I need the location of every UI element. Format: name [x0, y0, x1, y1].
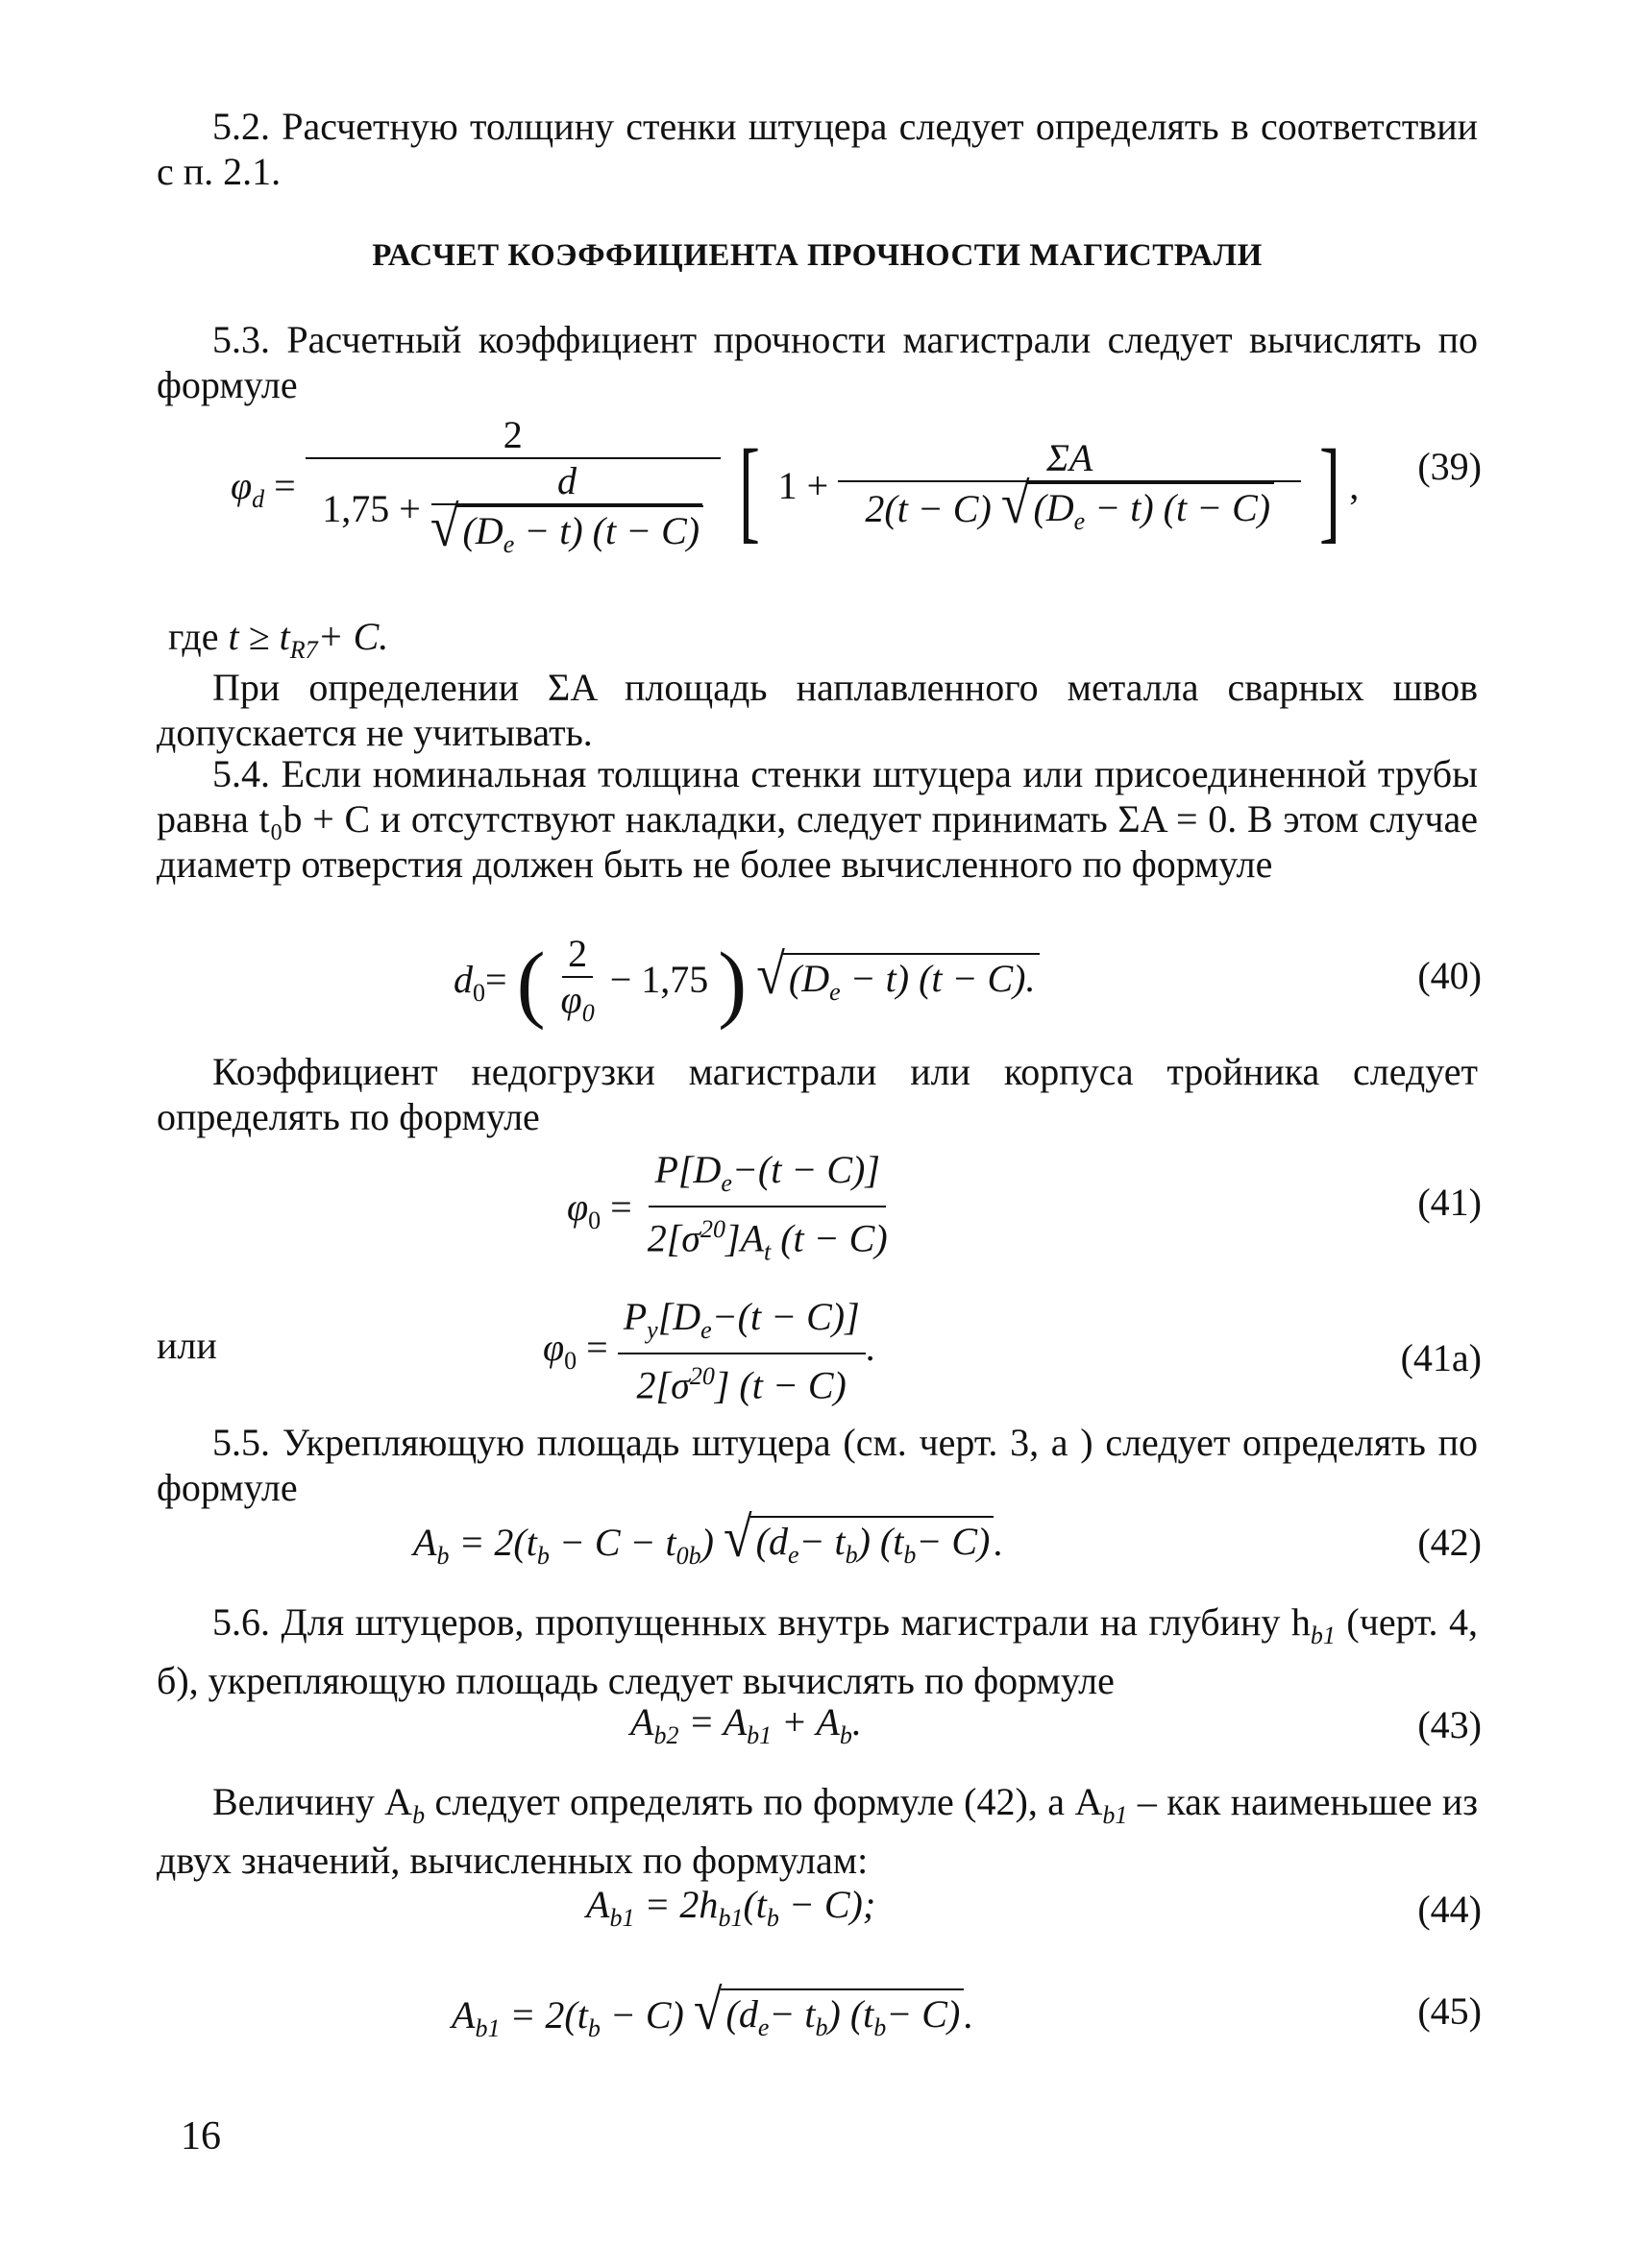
- eq44-mid: = 2h: [634, 1883, 719, 1926]
- eq41-fraction: [642, 1148, 894, 1274]
- eq39-sum-den: [859, 472, 1280, 544]
- eq44-a-sub: b1: [609, 1904, 635, 1932]
- eq42-radicand-sub3: b: [903, 1541, 917, 1569]
- eq41-den-sub: t: [764, 1237, 772, 1266]
- eq40-left-paren: (: [516, 936, 546, 1031]
- eq41-lhs-sub: 0: [588, 1206, 602, 1234]
- p-val-sub: b: [412, 1801, 426, 1829]
- eq42-radicand-a: (d: [755, 1520, 788, 1563]
- eq42-radicand-end: − C): [916, 1520, 991, 1563]
- eq40-minus: − 1,75: [609, 958, 709, 1002]
- eq41-den-sup: 20: [700, 1215, 725, 1243]
- eq42-mid2: − C − t: [549, 1521, 676, 1565]
- eq45-radicand-a: (d: [725, 1992, 758, 2036]
- eq41a-num-rest: −(t − C)]: [711, 1295, 860, 1338]
- eq43-mid-sub: b1: [747, 1721, 773, 1749]
- paragraph-5-6: [157, 1599, 1478, 1703]
- eq43-mid: = A: [678, 1700, 748, 1744]
- equation-41: [567, 1148, 894, 1274]
- eq39-radicand-rest: − t) (t − C): [524, 509, 700, 552]
- paragraph-value: [157, 1779, 1478, 1883]
- p56-text: 5.6. Для штуцеров, пропущенных внутрь магистрали на глубину h: [212, 1600, 1311, 1644]
- eq43-tail: .: [851, 1700, 862, 1744]
- eq42-tail: .: [994, 1521, 1004, 1565]
- equation-number-39: (39): [1417, 445, 1482, 488]
- eq39-bracket-one: 1 +: [777, 464, 829, 508]
- eq40-den: [555, 978, 601, 1036]
- eq45-a-sub: b1: [475, 2014, 501, 2043]
- eq42-mid: = 2(t: [449, 1521, 537, 1565]
- eq39-denominator: [316, 459, 709, 567]
- eq43-a: A: [630, 1700, 654, 1744]
- eq45-sqrt: [693, 1978, 964, 2050]
- eq45-mid2: − C): [600, 1993, 684, 2037]
- eq39-right-bracket: ]: [1319, 426, 1341, 553]
- eq41-equals: =: [610, 1184, 642, 1229]
- eq39-sum-radicand-sub: e: [1073, 507, 1086, 535]
- paragraph-5-4: 5.4. Если номинальная толщина стенки штуцера или присоединенной трубы равна t₀b + C и отсутствуют накладки, следует принимать ΣA = 0. В этом случае диаметр отверстия должен быть не более вычисленного по формуле: [157, 752, 1478, 886]
- eq41a-num-a: P: [623, 1295, 648, 1338]
- eq41-den-a: 2[σ: [647, 1216, 700, 1260]
- eq41a-den-rest: ] (t − C): [714, 1363, 847, 1407]
- eq41a-den: [631, 1354, 852, 1407]
- eq41-num-a: P[D: [654, 1148, 722, 1191]
- eq43-plus: + A: [772, 1700, 840, 1744]
- eq41a-num-mid: [D: [657, 1295, 701, 1338]
- eq45-radicand-sub2: b: [815, 2013, 828, 2041]
- equation-39: [231, 413, 1359, 567]
- equation-42: [413, 1505, 1004, 1578]
- eq40-lhs-sub: 0: [473, 979, 485, 1008]
- equation-number-45: (45): [1417, 1989, 1482, 2033]
- eq40-den-sub: 0: [581, 999, 595, 1027]
- eq45-radicand-sub: e: [757, 2013, 770, 2041]
- eq39-sum-radicand-rest: − t) (t − C): [1094, 486, 1271, 529]
- eq42-radicand-sub2: b: [845, 1541, 858, 1569]
- equation-41a: [543, 1295, 875, 1407]
- equation-number-41a: (41а): [1400, 1336, 1482, 1379]
- eq39-sum-num: ΣA: [838, 436, 1301, 482]
- eq44-rest: (t: [743, 1883, 767, 1926]
- eq39-equals: =: [274, 464, 306, 508]
- p-val-mid: следует определять по формуле (42), а A: [434, 1780, 1103, 1823]
- eq39-radicand-sub: e: [503, 530, 515, 558]
- p56-sub: b1: [1310, 1622, 1336, 1649]
- eq42-radicand-mid: − t: [798, 1520, 846, 1563]
- eq41a-fraction: [618, 1295, 866, 1407]
- eq41a-lhs: φ: [543, 1325, 565, 1369]
- eq40-radicand: [783, 953, 1040, 1014]
- eq40-num: 2: [562, 932, 593, 978]
- eq41a-tail: .: [865, 1325, 875, 1369]
- eq40-radicand-a: (D: [788, 957, 830, 1000]
- eq45-radicand-mid: − t: [769, 1992, 816, 2036]
- eq44-rest-sub: b: [766, 1904, 779, 1932]
- where-sub: R7: [289, 636, 318, 664]
- equation-45: [452, 1978, 974, 2051]
- eq44-a: A: [586, 1883, 610, 1926]
- eq39-den-prefix: 1,75 +: [322, 487, 421, 531]
- eq43-plus-sub: b: [839, 1721, 852, 1749]
- eq41-lhs: φ: [567, 1184, 589, 1229]
- eq42-mid3: ): [700, 1521, 714, 1565]
- eq42-radicand-mid2: ) (t: [857, 1520, 904, 1563]
- eq39-numerator: 2: [306, 413, 721, 459]
- eq44-end: − C);: [778, 1883, 876, 1926]
- eq39-sum-radicand: [1027, 482, 1274, 544]
- eq45-radicand: [721, 1988, 965, 2050]
- eq45-radicand-mid2: ) (t: [827, 1992, 874, 2036]
- eq40-equals: =: [485, 958, 507, 1002]
- eq44-mid-sub: b1: [718, 1904, 744, 1932]
- eq45-radicand-end: − C): [886, 1992, 961, 2036]
- eq40-right-paren: ): [718, 936, 748, 1031]
- where-line: [168, 615, 388, 672]
- eq39-sum-radical-sign: √: [1000, 472, 1030, 536]
- paragraph-5-5: 5.5. Укрепляющую площадь штуцера (см. черт. 3, а ) следует определять по формуле: [157, 1421, 1478, 1509]
- paragraph-5-3: 5.3. Расчетный коэффициент прочности магистрали следует вычислять по формуле: [157, 318, 1478, 406]
- eq39-inner-sqrt: [430, 495, 703, 567]
- eq42-a: A: [413, 1521, 437, 1565]
- eq39-inner-radicand: [456, 505, 703, 567]
- eq40-den-phi: φ: [560, 978, 582, 1021]
- eq39-radicand-a: (D: [462, 509, 503, 552]
- equation-number-44: (44): [1417, 1888, 1482, 1931]
- eq40-radical-sign: √: [756, 942, 785, 1007]
- eq45-mid: = 2(t: [500, 1993, 588, 2037]
- eq41-num-sub: e: [721, 1169, 732, 1197]
- equation-43: [630, 1700, 862, 1758]
- p-val-sub2: b1: [1102, 1801, 1128, 1829]
- equation-number-40: (40): [1417, 954, 1482, 997]
- eq39-sum-fraction: [838, 436, 1301, 544]
- equation-number-41: (41): [1417, 1181, 1482, 1224]
- eq39-left-bracket: [: [738, 426, 760, 553]
- paragraph-koef: Коэффициент недогрузки магистрали или корпуса тройника следует определять по формуле: [157, 1050, 1478, 1138]
- where-condition: t ≥ t: [228, 615, 290, 658]
- eq39-main-fraction: [306, 413, 721, 567]
- where-rest: + C.: [317, 615, 389, 658]
- eq41a-den-a: 2[σ: [636, 1363, 690, 1407]
- eq42-mid2-sub: 0b: [675, 1542, 701, 1571]
- eq40-lhs: d: [454, 958, 473, 1002]
- eq41a-num-sub: y: [647, 1316, 658, 1344]
- eq42-sqrt: [723, 1505, 994, 1577]
- equation-number-42: (42): [1417, 1521, 1482, 1564]
- equation-number-43: (43): [1417, 1703, 1482, 1746]
- eq42-a-sub: b: [436, 1542, 450, 1571]
- eq45-a: A: [452, 1993, 476, 2037]
- eq41-den: [642, 1207, 894, 1274]
- eq45-mid-sub: b: [587, 2014, 601, 2043]
- where-label: где: [168, 615, 219, 658]
- eq41a-num: [618, 1295, 866, 1354]
- equation-40: [454, 932, 1040, 1036]
- eq40-fraction: [555, 932, 601, 1036]
- page-number: 16: [181, 2114, 221, 2158]
- section-heading: РАСЧЕТ КОЭФФИЦИЕНТА ПРОЧНОСТИ МАГИСТРАЛИ: [372, 238, 1263, 273]
- eq39-inner-num: d: [431, 459, 702, 505]
- p56-rest: (черт. 4, б), укрепляющую площадь следует вычислять по формуле: [157, 1600, 1479, 1702]
- p-val-rest: – как наименьшее из двух значений, вычисленных по формулам:: [157, 1780, 1479, 1882]
- eq39-inner-fraction: [430, 459, 703, 567]
- equation-44: [586, 1883, 875, 1940]
- eq45-radical-sign: √: [693, 1978, 723, 2042]
- eq41a-num-sub2: e: [700, 1316, 712, 1344]
- paragraph-5-2: 5.2. Расчетную толщину стенки штуцера следует определять в соответствии с п. 2.1.: [157, 105, 1478, 193]
- eq41a-lhs-sub: 0: [564, 1346, 577, 1375]
- eq45-tail: .: [964, 1993, 974, 2037]
- eq41-den-rest: ]A: [725, 1216, 764, 1260]
- eq39-lhs-sub: d: [252, 485, 265, 514]
- eq39-radical-sign: √: [430, 495, 459, 559]
- eq40-radicand-sub: e: [829, 978, 841, 1006]
- eq41-num: [649, 1148, 885, 1207]
- eq39-sum-den-pre: 2(t − C): [865, 487, 992, 531]
- eq39-lhs: φ: [231, 464, 253, 508]
- eq39-sum-sqrt: [1000, 472, 1274, 544]
- eq40-radicand-rest: − t) (t − C).: [849, 957, 1036, 1000]
- eq45-radicand-sub3: b: [873, 2013, 887, 2041]
- eq39-comma: ,: [1349, 464, 1360, 508]
- eq42-mid-sub: b: [536, 1542, 550, 1571]
- eq39-sum-radicand-a: (D: [1033, 486, 1074, 529]
- eq42-radicand-sub: e: [787, 1541, 799, 1569]
- paragraph-sum-a: При определении ΣA площадь наплавленного металла сварных швов допускается не учитывать.: [157, 666, 1478, 754]
- eq43-a-sub: b2: [653, 1721, 679, 1749]
- eq40-sqrt: [756, 942, 1039, 1014]
- eq41-den-rest2: (t − C): [780, 1216, 888, 1260]
- eq41-num-rest: −(t − C)]: [731, 1148, 880, 1191]
- eq42-radical-sign: √: [723, 1505, 752, 1570]
- or-label: или: [157, 1324, 217, 1367]
- eq41a-den-sup: 20: [689, 1362, 715, 1390]
- p-val-text: Величину A: [212, 1780, 413, 1823]
- eq41a-equals: =: [586, 1325, 618, 1369]
- eq42-radicand: [750, 1516, 994, 1577]
